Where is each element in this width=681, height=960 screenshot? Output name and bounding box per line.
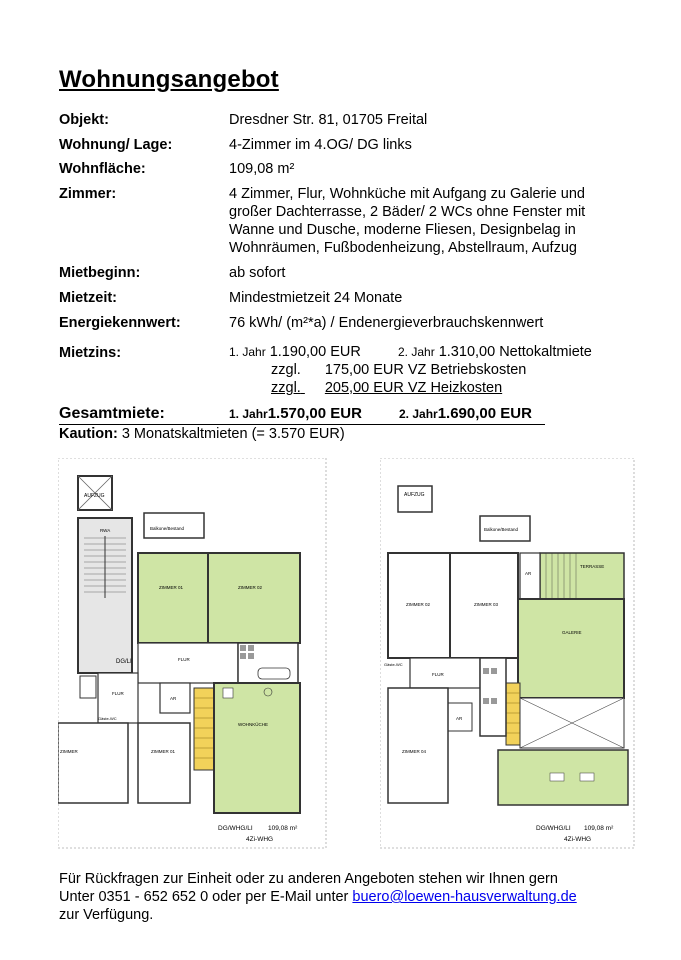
email-link[interactable]: buero@loewen-hausverwaltung.de [352, 889, 577, 905]
room-wohnkueche [214, 683, 300, 813]
field-label: Mietzeit: [59, 290, 117, 306]
room-zimmer-01 [138, 553, 208, 643]
caption-type: 4Zi-WHG [564, 836, 592, 843]
room-terrasse [540, 553, 624, 599]
gesamtmiete-jahr1 [229, 405, 362, 422]
internal-staircase [506, 683, 520, 745]
room-zimmer-left [58, 723, 128, 803]
label-aufzug: AUFZUG [84, 493, 105, 499]
gesamtmiete-jahr2 [399, 405, 532, 422]
room-flur [410, 658, 480, 688]
label-flur2: FLUR [112, 691, 124, 696]
jahr-label: 2. Jahr [398, 345, 435, 359]
field-label: Mietbeginn: [59, 265, 141, 281]
room-zimmer-lower [138, 723, 190, 803]
page-title: Wohnungsangebot [59, 66, 279, 93]
field-value: ab sofort [229, 265, 286, 281]
label-dg: DG/LI [116, 659, 132, 665]
zzgl-value: 175,00 EUR VZ Betriebskosten [324, 362, 527, 378]
field-value: 4 Zimmer, Flur, Wohnküche mit Aufgang zu Galerie und großer Dachterrasse, 2 Bäder/ 2 WCs ohne Fenster mit Wanne und Dusche, moderne Fliesen, Designbelag in Wohnräumen, Fußbodenheizung, Abstellraum, Aufzug [229, 186, 586, 256]
label-aufzug: AUFZUG [404, 492, 425, 498]
kaution-row [59, 426, 345, 442]
label-flur: FLUR [432, 672, 444, 677]
label-ar: AR [525, 571, 532, 576]
field-label: Mietzins: [59, 345, 122, 361]
mietzins-betriebskosten [271, 362, 526, 378]
room-galerie [518, 599, 624, 698]
jahr-label: 1. Jahr [229, 345, 266, 359]
label-zimmer02: ZIMMER 02 [238, 585, 263, 590]
label-gastwc: Gäste-WC [98, 716, 117, 721]
zzgl-value: 205,00 EUR VZ Heizkosten [324, 380, 503, 396]
floor-plan-right [380, 458, 636, 850]
footer-contact [59, 870, 659, 924]
label-zimmer-left: ZIMMER [60, 749, 78, 754]
room-gaeste-wc [80, 676, 96, 698]
internal-staircase [194, 688, 214, 770]
zzgl-label: zzgl. [271, 380, 301, 396]
field-label: Objekt: [59, 112, 109, 128]
footer-line3: zur Verfügung. [59, 907, 154, 923]
label-flur: FLUR [178, 657, 190, 662]
label-rwa: RWA [100, 528, 111, 533]
caption-area: 109,08 m² [268, 825, 298, 832]
jahr-label: 2. Jahr [399, 407, 438, 421]
caption-type: 4Zi-WHG [246, 836, 274, 843]
jahr-value: 1.190,00 EUR [269, 344, 361, 360]
label-balkon: Balkone/Bestand [150, 526, 185, 531]
gesamtmiete-row [59, 405, 545, 425]
room-flur [138, 643, 238, 683]
label-zimmer03: ZIMMER 03 [474, 602, 499, 607]
label-galerie: GALERIE [562, 630, 582, 635]
mietzins-jahr2 [398, 344, 592, 360]
gesamtmiete-label: Gesamtmiete: [59, 405, 165, 422]
jahr-value: 1.570,00 EUR [267, 405, 362, 422]
label-zimmer01b: ZIMMER 01 [151, 749, 176, 754]
label-zimmer04: ZIMMER 04 [402, 749, 427, 754]
mietzins-heizkosten [271, 380, 502, 396]
label-terrasse: TERRASSE [580, 564, 605, 569]
label-zimmer01: ZIMMER 01 [159, 585, 184, 590]
field-label: Energiekennwert: [59, 315, 181, 331]
field-value: 76 kWh/ (m²*a) / Endenergieverbrauchskennwert [229, 315, 544, 331]
floor-plan-left [58, 458, 328, 850]
jahr-value: 1.690,00 EUR [437, 405, 532, 422]
field-label: Zimmer: [59, 186, 117, 202]
label-wohnkueche: WOHNKÜCHE [238, 722, 268, 727]
room-ar [520, 553, 540, 599]
field-value: 109,08 m² [229, 161, 295, 177]
caption-unit: DG/WHG/LI [536, 825, 571, 832]
field-label: Wohnfläche: [59, 161, 146, 177]
room-zimmer-04 [388, 688, 448, 803]
label-ar: AR [170, 696, 177, 701]
label-gastwc: Gäste-WC [384, 662, 403, 667]
field-value: Mindestmietzeit 24 Monate [229, 290, 403, 306]
mietzins-jahr1 [229, 344, 361, 360]
footer-line1: Für Rückfragen zur Einheit oder zu anderen Angeboten stehen wir Ihnen gern [59, 871, 558, 887]
field-label: Wohnung/ Lage: [59, 137, 173, 153]
field-value: Dresdner Str. 81, 01705 Freital [229, 112, 428, 128]
footer-line2-prefix: Unter 0351 - 652 652 0 oder per E-Mail unter [59, 889, 353, 905]
caption-area: 109,08 m² [584, 825, 614, 832]
room-zimmer-02 [208, 553, 300, 643]
jahr-label: 1. Jahr [229, 407, 268, 421]
zzgl-label: zzgl. [271, 362, 301, 378]
label-balkon: Balkone/Bestand [484, 527, 519, 532]
kaution-value: 3 Monatskaltmieten (= 3.570 EUR) [121, 426, 345, 442]
jahr-value: 1.310,00 Nettokaltmiete [438, 344, 592, 360]
field-value: 4-Zimmer im 4.OG/ DG links [229, 137, 412, 153]
kaution-label: Kaution: [59, 426, 118, 442]
label-ar2: AR [456, 716, 463, 721]
label-zimmer02: ZIMMER 02 [406, 602, 431, 607]
caption-unit: DG/WHG/LI [218, 825, 253, 832]
footer-line2 [59, 888, 659, 906]
